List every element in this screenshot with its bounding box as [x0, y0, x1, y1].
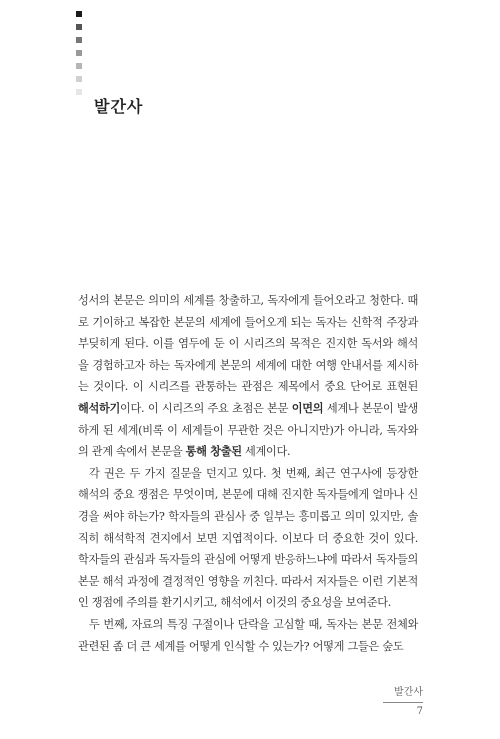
square-3 [76, 37, 82, 43]
text-run: 두 번째, 자료의 특징 구절이나 단락을 고심할 때, 독자는 본문 전체와 관련된 좀 더 큰 세계를 어떻게 인식할 수 있는가? 어떻게 그들은 숲도 [78, 617, 418, 653]
decorative-squares [76, 11, 84, 102]
paragraph-1 [78, 290, 418, 463]
body-text [78, 290, 418, 657]
emphasis-text: 이면의 [291, 401, 324, 415]
page-footer [383, 683, 423, 717]
paragraph-2 [78, 463, 418, 614]
text-run: 각 권은 두 가지 질문을 던지고 있다. 첫 번째, 최근 연구사에 등장한 해석의 중요 쟁점은 무엇이며, 본문에 대해 진지한 독자들에게 얼마나 신경을 써야 하는가? 학자들의 관심사 중 일부는 흥미롭고 의미 있지만, 솔직히 해석학적 견지에서 보면 지엽적이다. 이보다 더 중요한 것이 있다. 학자들의 관심과 독자들의 관심에 어떻게 반응하느냐에 따라서 독자들의 본문 해석 과정에 결정적인 영향을 끼친다. 따라서 저자들은 이런 기본적인 쟁점에 주의를 환기시키고, 해석에서 이것의 중요성을 보여준다. [78, 466, 418, 610]
text-run: 이다. 이 시리즈의 주요 초점은 본문 [120, 401, 292, 415]
square-4 [76, 50, 82, 56]
square-2 [76, 24, 82, 30]
square-5 [76, 63, 82, 69]
text-run: 세계나 본문이 발생하게 된 세계(비록 이 세계들이 무관한 것은 아니지만)가 아니라, 독자와의 관계 속에서 본문을 [78, 401, 418, 459]
emphasis-text: 해석하기 [78, 401, 121, 415]
page-number: 7 [416, 706, 423, 717]
emphasis-text: 통해 창출된 [185, 445, 242, 459]
text-run: 성서의 본문은 의미의 세계를 창출하고, 독자에게 들어오라고 청한다. 때로 기이하고 복잡한 본문의 세계에 들어오게 되는 독자는 신학적 주장과 부딪히게 된다. 이를 염두에 둔 이 시리즈의 목적은 진지한 독서와 해석을 경험하고자 하는 독자에게 본문의 세계에 대한 여행 안내서를 제시하는 것이다. 이 시리즈를 관통하는 관점은 제목에서 중요 단어로 표현된 [78, 294, 418, 394]
text-run: 세계이다. [241, 445, 291, 459]
footer-rule [383, 702, 423, 703]
running-header: 발간사 [394, 687, 423, 698]
square-1 [76, 11, 82, 17]
square-6 [76, 76, 82, 82]
square-7 [76, 89, 82, 95]
page-title: 발간사 [94, 97, 144, 116]
paragraph-3 [78, 614, 418, 657]
